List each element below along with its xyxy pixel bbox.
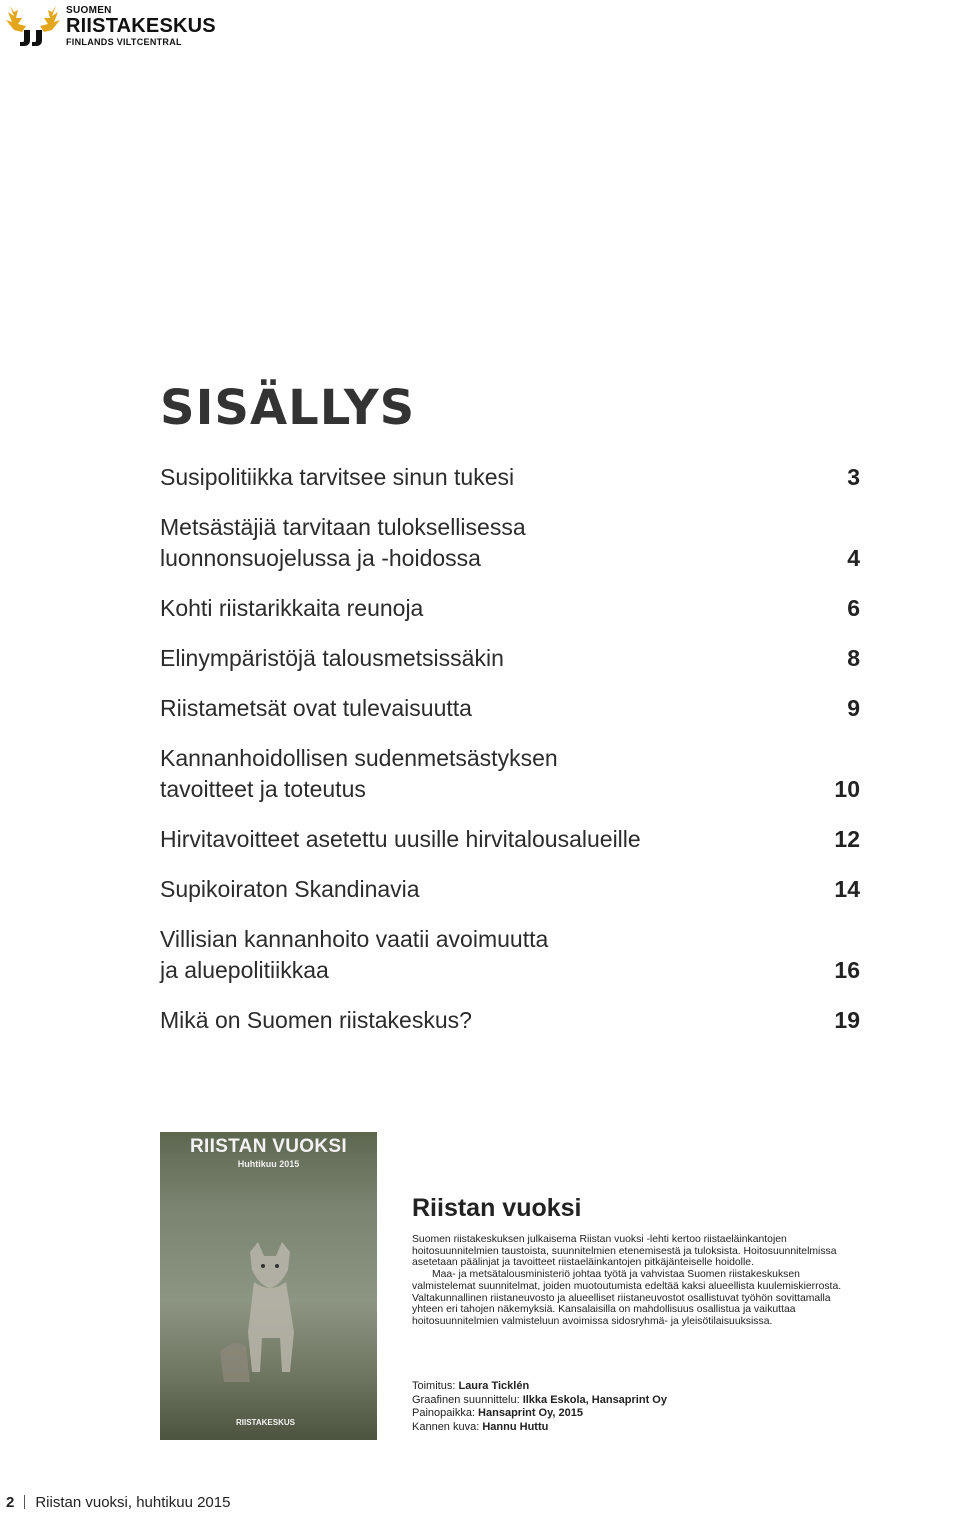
wolf-photo-icon — [220, 1242, 330, 1392]
credit-value: Laura Ticklén — [458, 1380, 530, 1392]
table-of-contents — [160, 462, 860, 1055]
toc-entry-page: 10 — [834, 776, 860, 802]
toc-entry-title: Villisian kannanhoito vaatii avoimuutta ja aluepolitiikkaa — [160, 926, 549, 983]
magazine-cover-image — [160, 1132, 377, 1440]
toc-entry-title: Elinympäristöjä talousmetsissäkin — [160, 645, 504, 671]
toc-entry-page: 6 — [847, 595, 860, 621]
toc-entry[interactable] — [160, 512, 860, 574]
toc-entry-page: 14 — [834, 876, 860, 902]
cover-title: RIISTAN VUOKSI — [190, 1136, 347, 1157]
credit-line — [412, 1380, 667, 1394]
publication-name: Riistan vuoksi, huhtikuu 2015 — [35, 1494, 231, 1511]
footer-divider — [24, 1495, 25, 1509]
logo-text-riistakeskus: RIISTAKESKUS — [66, 15, 216, 37]
toc-entry-title: Supikoiraton Skandinavia — [160, 876, 420, 902]
toc-entry-title: Kannanhoidollisen sudenmetsästyksen tavoitteet ja toteutus — [160, 745, 558, 802]
credit-label: Kannen kuva: — [412, 1420, 483, 1433]
about-paragraph: Suomen riistakeskuksen julkaisema Riistan vuoksi -lehti kertoo riistaeläinkantojen hoitosuunnitelmien taustoista, suunnitelmien etenemisestä ja tuloksista. Hoitosuunnitelmissa asetetaan päälinjat ja tavoitteet riistaeläinkantojen pitkäjänteiselle hoidolle. — [412, 1234, 837, 1269]
credit-line — [412, 1394, 667, 1408]
credit-label: Graafinen suunnittelu: — [412, 1393, 523, 1406]
toc-entry-page: 8 — [847, 645, 860, 671]
credit-line — [412, 1407, 667, 1421]
credit-value: Hansaprint Oy, 2015 — [478, 1407, 583, 1419]
cover-logo-text: RIISTAKESKUS — [236, 1418, 295, 1427]
credit-value: Hannu Huttu — [482, 1420, 549, 1433]
riistakeskus-logo — [4, 2, 244, 50]
antler-logo-icon — [4, 2, 62, 48]
toc-entry-title: Kohti riistarikkaita reunoja — [160, 595, 424, 621]
toc-entry[interactable] — [160, 874, 860, 905]
about-text — [412, 1234, 862, 1328]
toc-entry-page: 9 — [847, 695, 860, 721]
toc-entry[interactable] — [160, 1005, 860, 1036]
toc-entry-title: Susipolitiikka tarvitsee sinun tukesi — [160, 464, 515, 490]
logo-text-viltcentral: FINLANDS VILTCENTRAL — [66, 37, 182, 47]
about-title: Riistan vuoksi — [412, 1194, 582, 1222]
toc-entry-page: 16 — [834, 957, 860, 983]
page-number: 2 — [6, 1494, 15, 1511]
toc-entry-title: Riistametsät ovat tulevaisuutta — [160, 695, 472, 721]
toc-title: SISÄLLYS — [160, 380, 416, 436]
toc-entry[interactable] — [160, 593, 860, 624]
cover-subtitle: Huhtikuu 2015 — [237, 1159, 300, 1169]
toc-entry-page: 19 — [834, 1007, 860, 1033]
credit-value: Ilkka Eskola, Hansaprint Oy — [522, 1393, 667, 1406]
toc-entry-page: 12 — [834, 826, 860, 852]
logo-text-suomen: SUOMEN — [66, 5, 112, 16]
about-paragraph: Maa- ja metsätalousministeriö johtaa työtä ja vahvistaa Suomen riistakeskuksen valmistelemat suunnitelmat, joiden muotoutumista edeltää kaksi alueellista kuulemiskierrosta. Valtakunnallinen riistaneuvosto ja alueelliset riistaneuvostot osallistuvat työhön sovittamalla yhteen eri tahojen näkemyksiä. Kansalaisilla on mahdollisuus osallistua ja vaikuttaa hoitosuunnitelmien valmisteluun avoimissa sidosryhmä- ja yleisötilaisuuksissa. — [412, 1269, 842, 1327]
page-footer — [6, 1494, 230, 1511]
toc-entry[interactable] — [160, 643, 860, 674]
toc-entry[interactable] — [160, 743, 860, 805]
toc-entry-page: 4 — [847, 545, 860, 571]
toc-entry-title: Hirvitavoitteet asetettu uusille hirvitalousalueille — [160, 826, 641, 852]
toc-entry[interactable] — [160, 462, 860, 493]
toc-entry[interactable] — [160, 924, 860, 986]
credit-label: Painopaikka: — [412, 1407, 479, 1419]
credit-line — [412, 1421, 667, 1435]
toc-entry-title: Mikä on Suomen riistakeskus? — [160, 1007, 472, 1033]
credits — [412, 1380, 667, 1434]
toc-entry[interactable] — [160, 693, 860, 724]
toc-entry-title: Metsästäjiä tarvitaan tuloksellisessa luonnonsuojelussa ja -hoidossa — [160, 514, 526, 571]
credit-label: Toimitus: — [412, 1380, 459, 1392]
toc-entry-page: 3 — [847, 464, 860, 490]
toc-entry[interactable] — [160, 824, 860, 855]
